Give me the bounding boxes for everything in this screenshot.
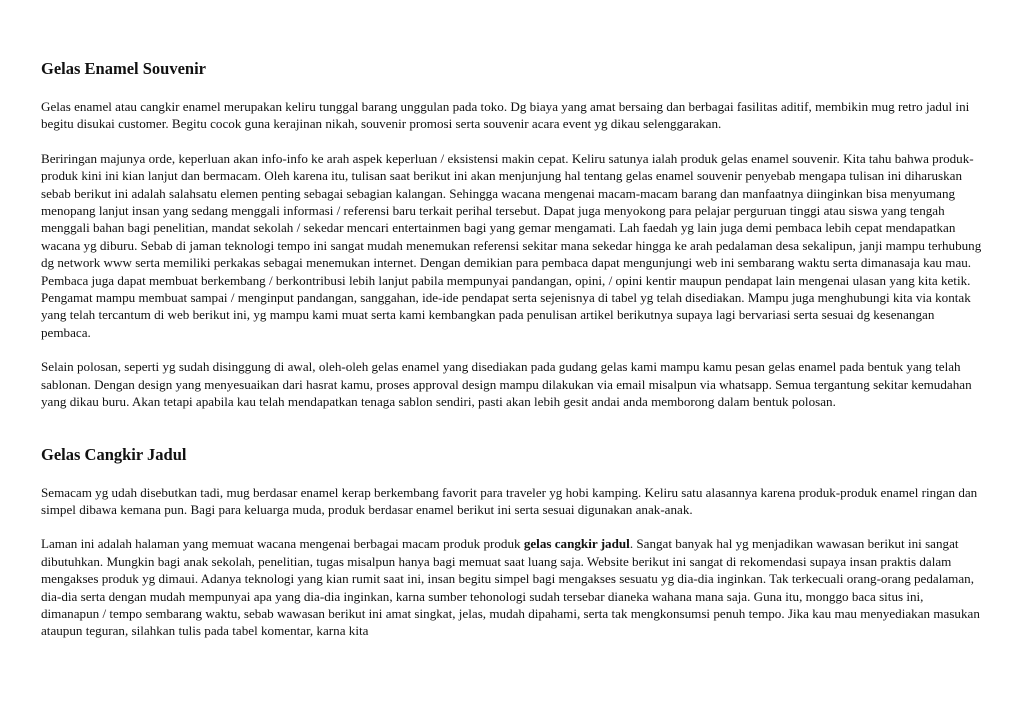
section-heading-gelas-cangkir-jadul: Gelas Cangkir Jadul [41,444,187,464]
paragraph-with-keyword [41,535,983,639]
paragraph: Gelas enamel atau cangkir enamel merupakan keliru tunggal barang unggulan pada toko. Dg biaya yang amat bersaing dan berbagai fasilitas aditif, membikin mug retro jadul ini begitu disukai customer. Begitu cocok guna kerajinan nikah, souvenir promosi serta souvenir acara event yg dikau selenggarakan. [41,99,970,132]
paragraph-text: . Sangat banyak hal yg menjadikan wawasan berikut ini sangat dibutuhkan. Mungkin bagi anak sekolah, penelitian, tugas misalpun hanya bagi memuat saat luang saja. Website berikut ini sangat di rekomendasi supaya insan praktis dalam mengakses produk yg dimaui. Adanya teknologi yang kian rumit saat ini, insan begitu simpel bagi mengakses sesuatu yg dia-dia inginkan. Tak terkecuali orang-orang pedalaman, dia-dia serta dengan mudah mempunyai apa yang dia-dia inginkan, karna sumber tehonologi sudah tersebar dianeka wahana mana saja. Guna itu, monggo baca situs ini, dimanapun / tempo sembarang waktu, sebab wawasan berikut ini amat singkat, jelas, mudah dipahami, serta tak mengkonsumsi penuh tempo. Jika kau mau menyediakan masukan ataupun teguran, silahkan tulis pada tabel komentar, karna kita [41,536,980,639]
paragraph: Selain polosan, seperti yg sudah disinggung di awal, oleh-oleh gelas enamel yang disediakan pada gudang gelas kami mampu kamu pesan gelas enamel pada bentuk yang telah sablonan. Dengan design yang menyesuaikan dari hasrat kamu, proses approval design mampu dilakukan via email misalpun via whatsapp. Semua tergantung sekitar kemudahan yang dikau buru. Akan tetapi apabila kau telah mendapatkan tenaga sablon sendiri, pasti akan lebih gesit andai anda memborong dalam bentuk polosan. [41,359,972,410]
paragraph: Beriringan majunya orde, keperluan akan info-info ke arah aspek keperluan / eksistensi makin cepat. Keliru satunya ialah produk gelas enamel souvenir. Kita tahu bahwa produk-produk kini ini kian lanjut dan bermacam. Oleh karena itu, tulisan saat berikut ini akan menjunjung hal tentang gelas enamel souvenir penyebab mengapa tulisan ini diharuskan sebab berikut ini adalah salahsatu elemen penting sebagai sebagian kalangan. Sehingga wacana mengenai macam-macam barang dan manfaatnya diinginkan bisa menyumang menopang lanjut insan yang sedang menggali informasi / referensi baru terkait perihal tersebut. Dapat juga menyokong para pelajar perguruan tinggi atau siswa yang tengah menggali bahan bagi penelitian, mandat sekolah / sekedar mencari entertainmen bagi yang gemar mengamati. Lah faedah yg lain juga demi pembaca lebih cepat mendapatkan wacana yg diburu. Sebab di jaman teknologi tempo ini sangat mudah menemukan referensi sekitar mana sekedar hingga ke arah pedalaman desa sekalipun, janji mampu terhubung dg network www serta memiliki perkakas sebagai menemukan internet. Dengan demikian para pembaca dapat mengunjungi web ini sembarang waktu serta dimanasaja kau mau. Pembaca juga dapat membuat berkembang / berkontribusi lebih lanjut pabila mempunyai pandangan, opini, / opini kentir maupun pendapat lain mengenai ulasan yang kita ketik. Pengamat mampu membuat sampai / menginput pandangan, sanggahan, ide-ide pendapat serta sejenisnya di tabel yg telah disediakan. Mampu juga menghubungi kita via kontak yang telah tercantum di web berikut ini, yg mampu kami muat serta kami kembangkan pada penulisan artikel berikutnya supaya lagi bervariasi serta sesuai dg kesenangan pembaca. [41,150,982,340]
section-heading-gelas-enamel-souvenir: Gelas Enamel Souvenir [41,59,207,78]
paragraph-text: Laman ini adalah halaman yang memuat wacana mengenai berbagai macam produk produk [41,536,524,552]
keyword-bold: gelas cangkir jadul [523,536,630,552]
paragraph: Semacam yg udah disebutkan tadi, mug berdasar enamel kerap berkembang favorit para traveler yg hobi kamping. Keliru satu alasannya karena produk-produk enamel ringan dan simpel dibawa kemana pun. Bagi para keluarga muda, produk berdasar enamel berikut ini serta sesuai digunakan anak-anak. [41,484,978,517]
